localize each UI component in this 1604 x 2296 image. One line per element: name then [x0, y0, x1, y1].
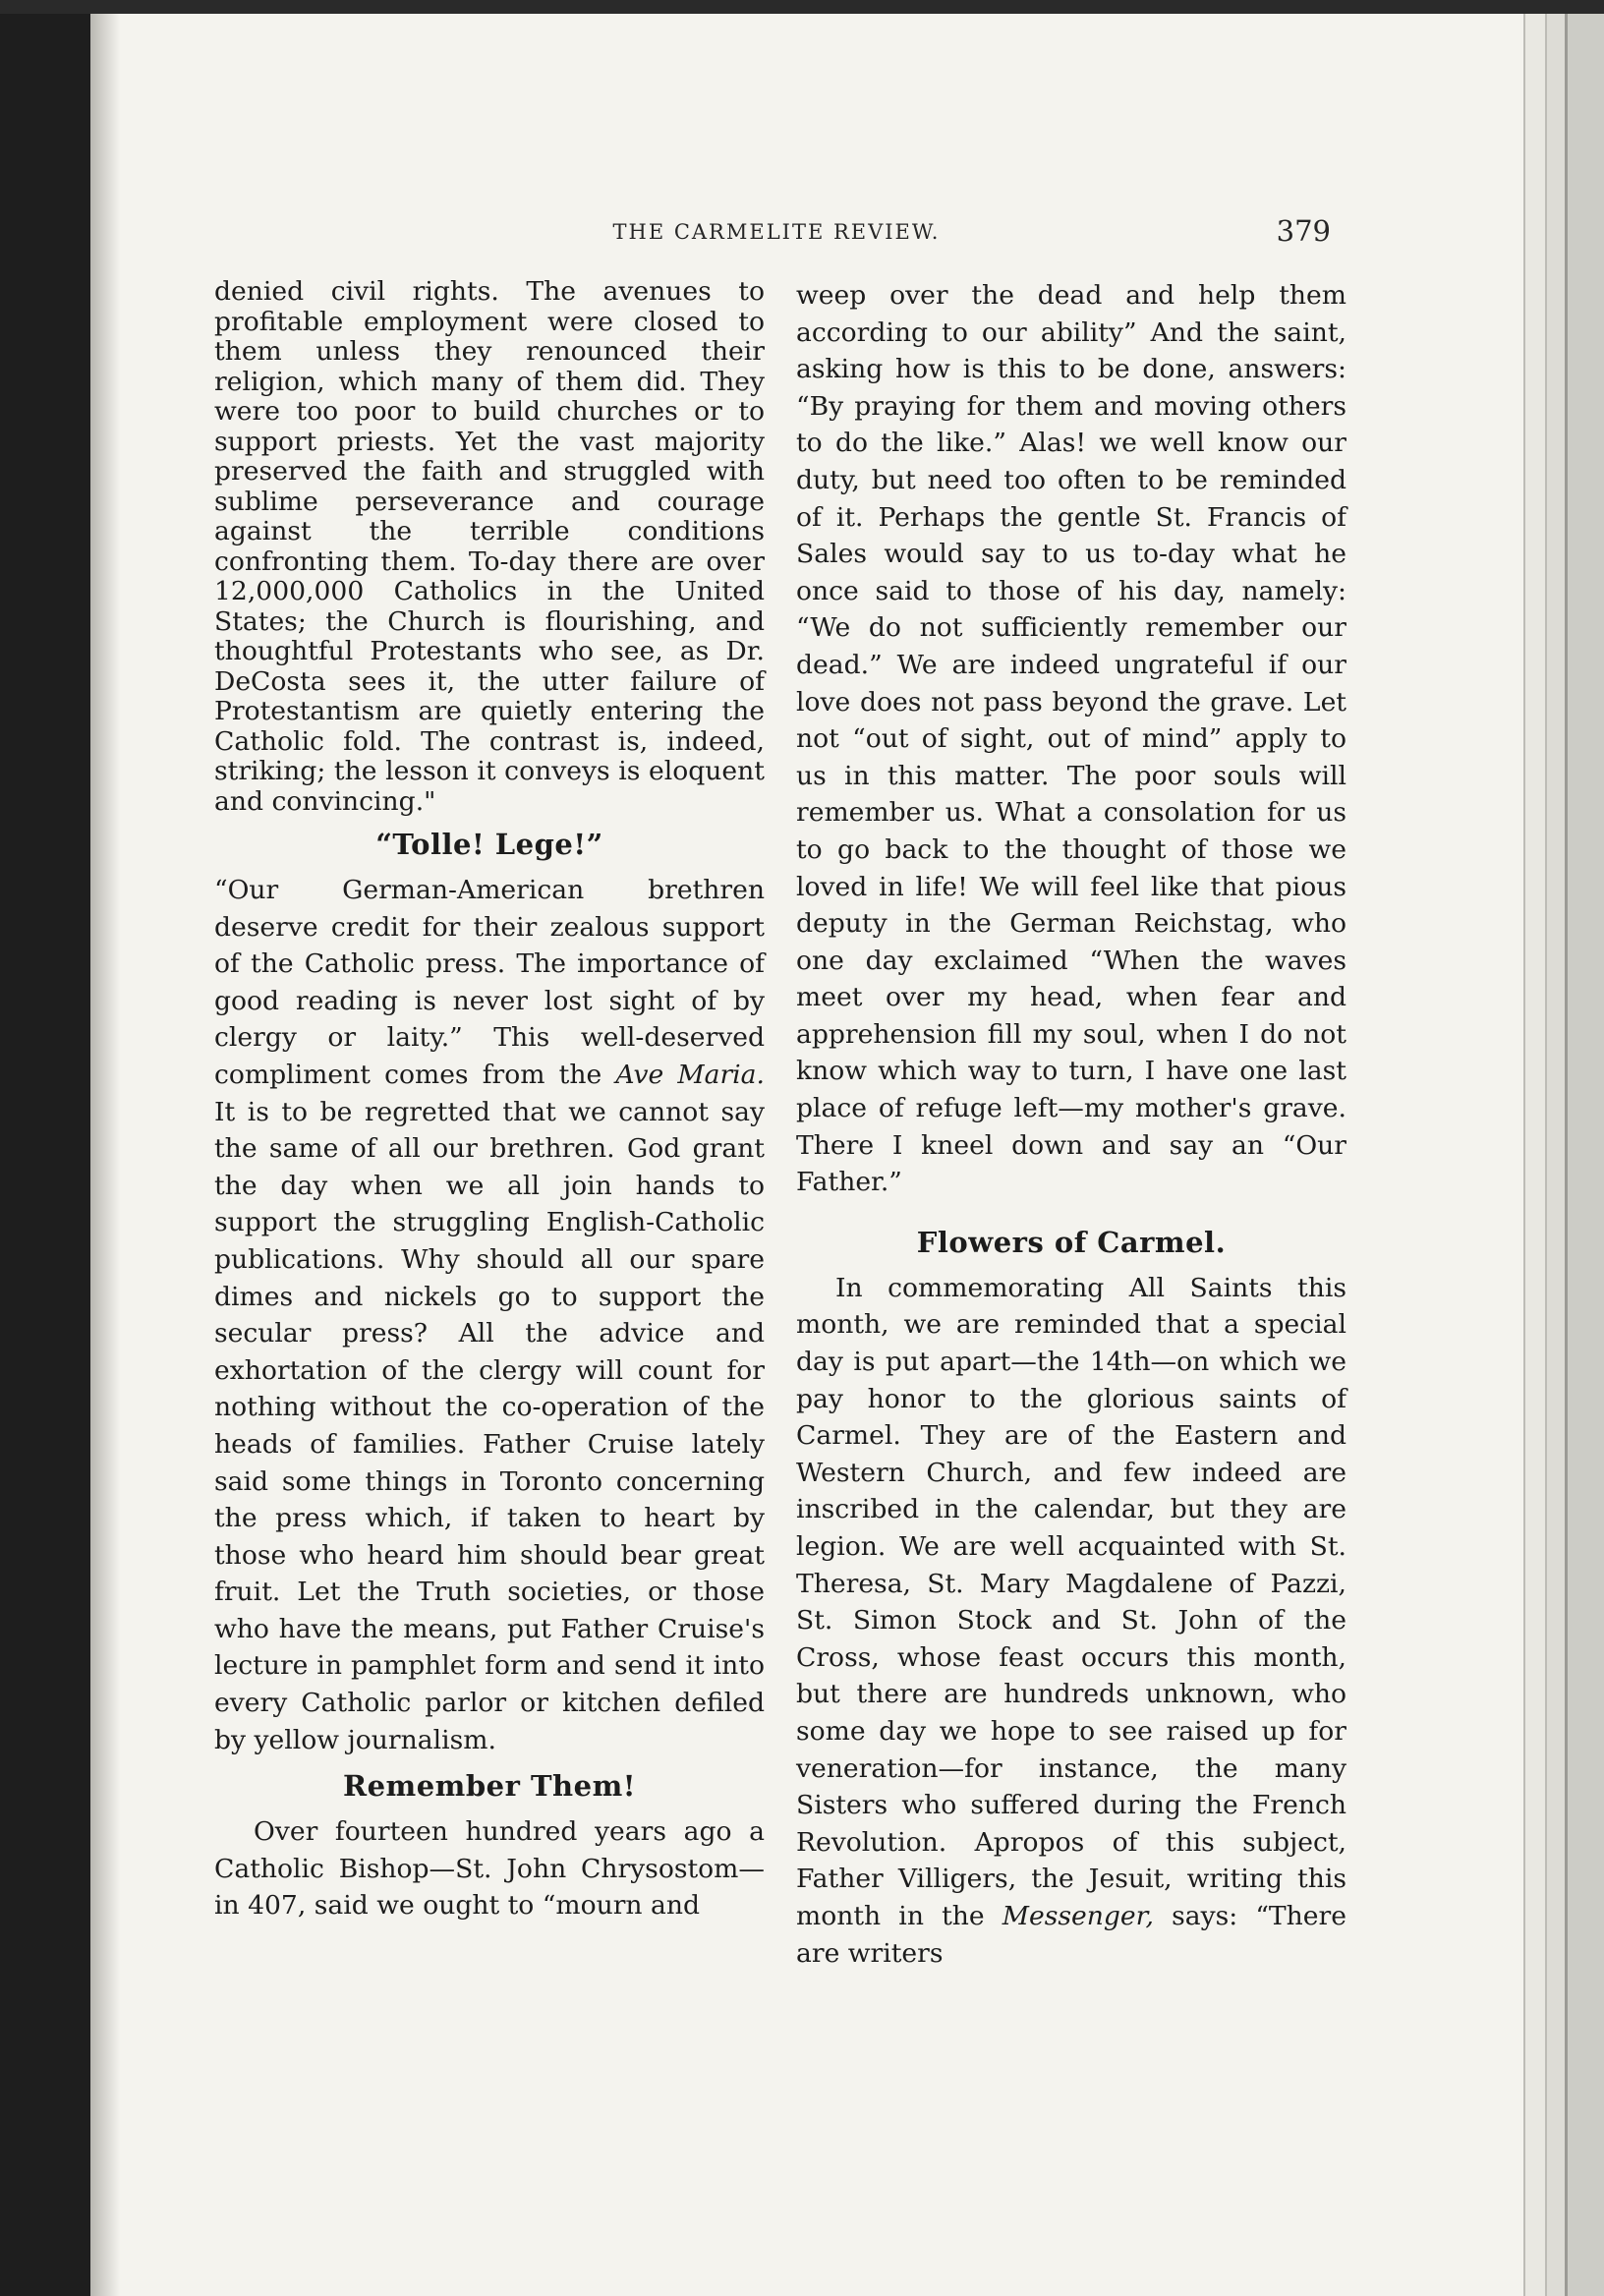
heading-tolle-lege: “Tolle! Lege!”: [375, 828, 603, 861]
running-title: THE CARMELITE REVIEW.: [612, 220, 941, 244]
text-run: says: “There are writers: [796, 1900, 1346, 1969]
paragraph-tolle-lege: [214, 872, 765, 1758]
text-run: In commemorating All Saints this month, we are reminded that a special day is put apart—the 14th—on which we pay honor to the glorious saints of Carmel. They are of the Eastern and Western Church, and few indeed are inscribed in the calendar, but they are legion. We are well acquainted with St. Theresa, St. Mary Magdalene of Pazzi, St. Simon Stock and St. John of the Cross, whose feast occurs this month, but there are hundreds unknown, who some day we hope to see raised up for veneration—for instance, the many Sisters who suffered during the French Revolution. Apropos of this subject, Father Villigers, the Jesuit, writing this month in the: [796, 1272, 1346, 1931]
paragraph-remember-continued: weep over the dead and help them according to our ability” And the saint, asking how is this to be done, answers: “By praying for them and moving others to do the like.” Alas! we well know our duty, but need too often to be reminded of it. Perhaps the gentle St. Francis of Sales would say to us to-day what he once said to those of his day, namely: “We do not sufficiently remember our dead.” We are indeed ungrateful if our love does not pass beyond the grave. Let not “out of sight, out of mind” apply to us in this matter. The poor souls will remember us. What a consolation for us to go back to the thought of those we loved in life! We will feel like that pious deputy in the German Reichstag, who one day exclaimed “When the waves meet over my head, when fear and apprehension fill my soul, when I do not know which way to turn, I have one last place of refuge left—my mother's grave. There I kneel down and say an “Our Father.”: [796, 280, 1346, 1198]
scan-top-border: [0, 0, 1604, 14]
text-run: It is to be regretted that we cannot say the same of all our brethren. God grant the day when we all join hands to support the struggling English-Catholic publications. Why should all our spare dimes and nickels go to support the secular press? All the advice and exhortation of the clergy will count for nothing without the co-operation of the heads of families. Father Cruise lately said some things in Toronto concerning the press which, if taken to heart by those who heard him should bear great fruit. Let the Truth societies, or those who have the means, put Father Cruise's lecture in pamphlet form and send it into every Catholic parlor or kitchen defiled by yellow journalism.: [214, 1096, 765, 1755]
page-edge: [1545, 14, 1567, 2296]
publication-title: Messenger,: [1002, 1900, 1154, 1931]
paragraph-flowers-of-carmel: [796, 1270, 1346, 1972]
left-column: [214, 277, 765, 2046]
heading-flowers-of-carmel: Flowers of Carmel.: [916, 1225, 1227, 1259]
text-run: “Our German-American brethren deserve credit for their zealous support of the Catholic press. The importance of good reading is never lost sight of by clergy or laity.” This well-deserved compliment comes from the: [214, 875, 765, 1090]
page-edge: [1523, 14, 1547, 2296]
heading-remember-them: Remember Them!: [342, 1769, 636, 1804]
page-edge: [1565, 14, 1604, 2296]
paragraph-remember-them: Over fourteen hundred years ago a Catholic Bishop—St. John Chrysostom—in 407, said we ought to “mourn and: [214, 1816, 765, 1922]
paragraph-intro: denied civil rights. The avenues to profitable employment were closed to them unless they renounced their religion, which many of them did. They were too poor to build churches or to support priests. Yet the vast majority preserved the faith and struggled with sublime perseverance and courage against the terrible conditions confronting them. To-day there are over 12,000,000 Catholics in the United States; the Church is flourishing, and thoughtful Protestants who see, as Dr. DeCosta sees it, the utter failure of Protestantism are quietly entering the Catholic fold. The contrast is, indeed, striking; the lesson it conveys is eloquent and convincing.": [214, 276, 765, 817]
gutter-shadow: [90, 14, 120, 2296]
page-number: 379: [1276, 214, 1331, 248]
publication-title: Ave Maria.: [615, 1059, 765, 1090]
right-column: [796, 277, 1346, 2046]
